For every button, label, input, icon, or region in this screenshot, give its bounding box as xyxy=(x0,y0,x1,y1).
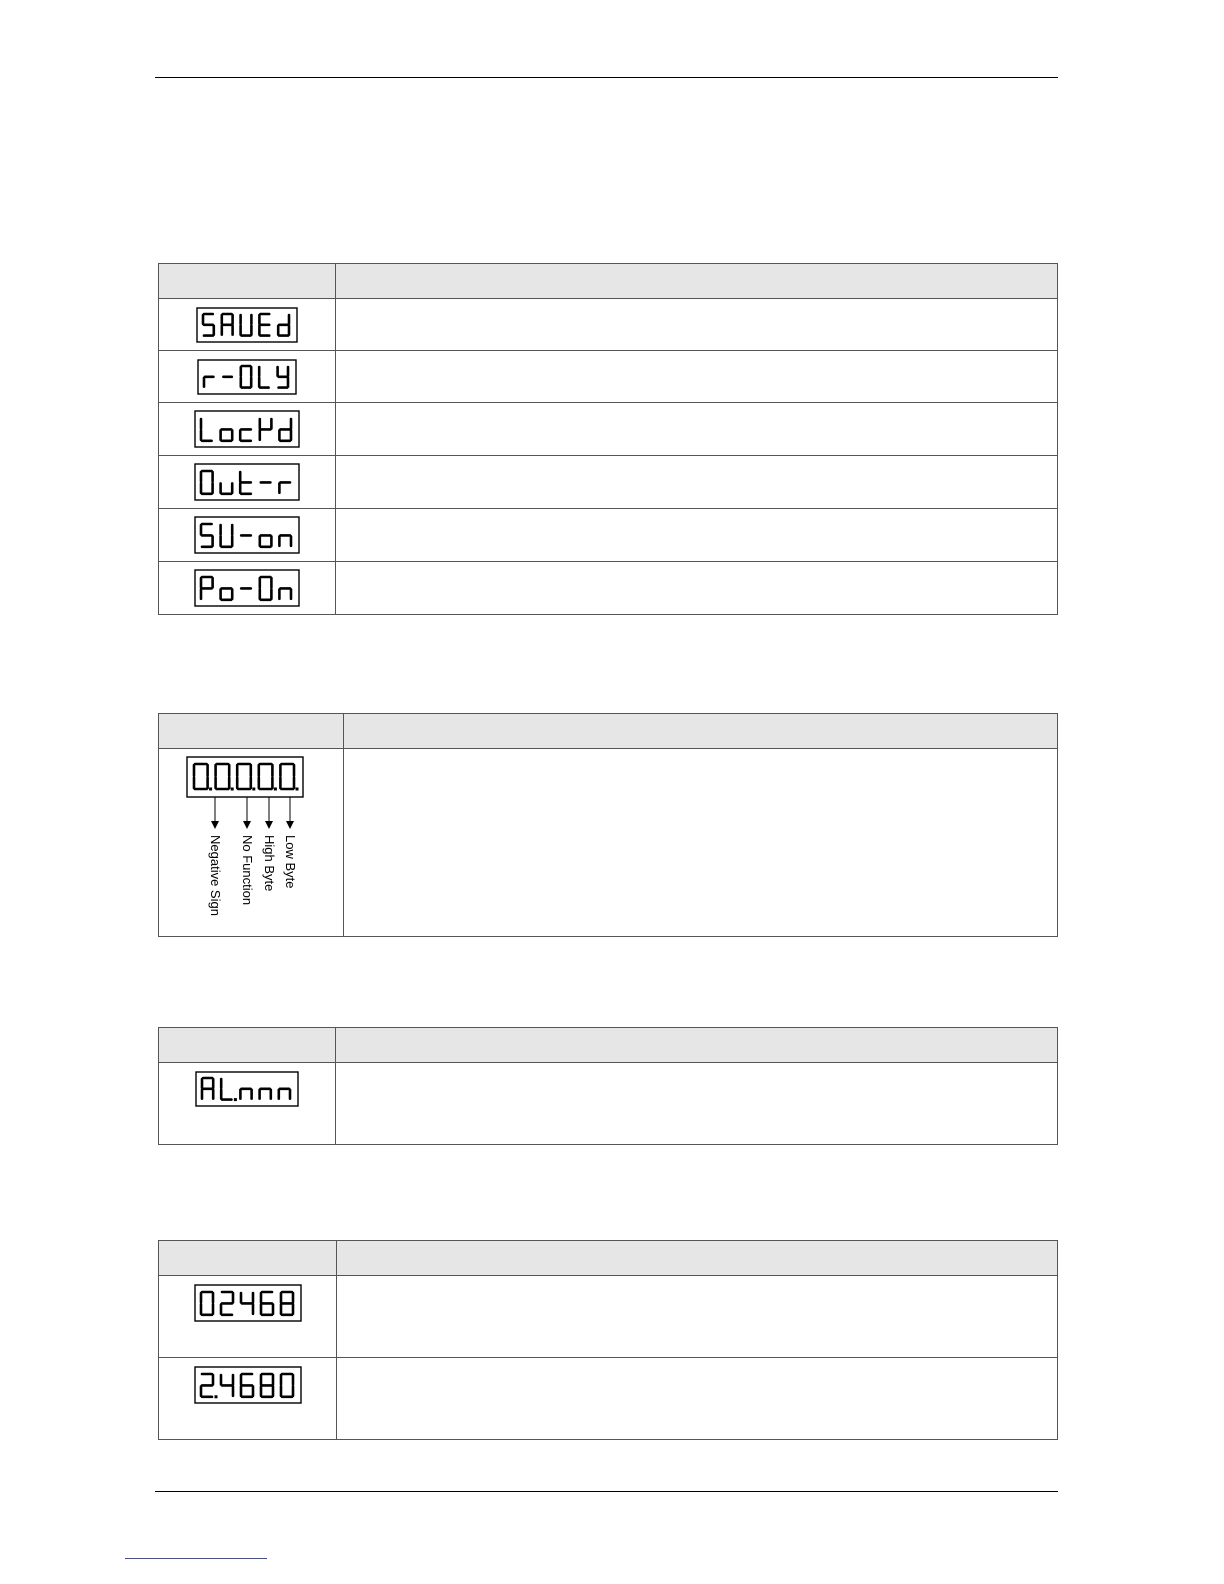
table-row xyxy=(159,749,1058,937)
low-byte-label: Low Byte xyxy=(283,835,298,889)
header-cell-display xyxy=(159,1028,336,1063)
description-cell xyxy=(336,351,1058,403)
table-row xyxy=(159,1358,1058,1440)
footer-link-underline xyxy=(125,1558,267,1559)
header-cell-display xyxy=(159,1241,337,1276)
seven-segment-display xyxy=(197,359,297,395)
seven-segment-display xyxy=(196,307,298,343)
decimal-display-table xyxy=(158,1240,1058,1440)
table-header-row xyxy=(159,264,1058,299)
description-cell xyxy=(336,299,1058,351)
header-rule xyxy=(155,77,1058,78)
description-cell xyxy=(337,1358,1058,1440)
description-cell xyxy=(337,1276,1058,1358)
seven-segment-display xyxy=(194,569,300,607)
table-row xyxy=(159,299,1058,351)
description-cell xyxy=(336,1063,1058,1145)
table-header-row xyxy=(159,1028,1058,1063)
seven-segment-display xyxy=(194,1366,302,1404)
description-cell xyxy=(336,456,1058,509)
no-function-label: No Function xyxy=(240,835,255,906)
table-row xyxy=(159,1063,1058,1145)
seven-segment-display xyxy=(194,516,300,554)
header-cell-description xyxy=(344,714,1058,749)
header-cell-display xyxy=(159,714,344,749)
description-cell xyxy=(336,562,1058,615)
table-row xyxy=(159,403,1058,456)
seven-segment-display xyxy=(195,1071,299,1107)
description-cell xyxy=(336,403,1058,456)
description-cell xyxy=(344,749,1058,937)
table-row xyxy=(159,351,1058,403)
arrow-icon xyxy=(211,797,219,829)
footer-rule xyxy=(155,1491,1058,1492)
header-cell-description xyxy=(336,1028,1058,1063)
arrow-icon xyxy=(243,797,251,829)
message-display-table xyxy=(158,263,1058,615)
table-row xyxy=(159,562,1058,615)
seven-segment-display xyxy=(194,410,300,448)
high-byte-label: High Byte xyxy=(262,835,277,892)
table-row xyxy=(159,1276,1058,1358)
hex-display-table xyxy=(158,713,1058,937)
decimal-point xyxy=(231,788,234,791)
decimal-point xyxy=(274,788,277,791)
table-row xyxy=(159,456,1058,509)
alarm-display-table xyxy=(158,1027,1058,1145)
arrow-icon xyxy=(265,797,273,829)
decimal-point xyxy=(252,788,255,791)
table-header-row xyxy=(159,714,1058,749)
decimal-point xyxy=(296,788,299,791)
hex-display-diagram xyxy=(159,749,343,931)
header-cell-description xyxy=(337,1241,1058,1276)
decimal-point xyxy=(234,1098,237,1101)
display-cell xyxy=(159,749,344,937)
table-header-row xyxy=(159,1241,1058,1276)
seven-segment-display xyxy=(194,463,300,501)
table-row xyxy=(159,509,1058,562)
seven-segment-display xyxy=(194,1284,302,1322)
header-cell-display xyxy=(159,264,336,299)
arrow-icon xyxy=(286,797,294,829)
header-cell-description xyxy=(336,264,1058,299)
decimal-point xyxy=(209,788,212,791)
negative-sign-label: Negative Sign xyxy=(208,835,223,916)
description-cell xyxy=(336,509,1058,562)
decimal-point xyxy=(214,1395,217,1398)
